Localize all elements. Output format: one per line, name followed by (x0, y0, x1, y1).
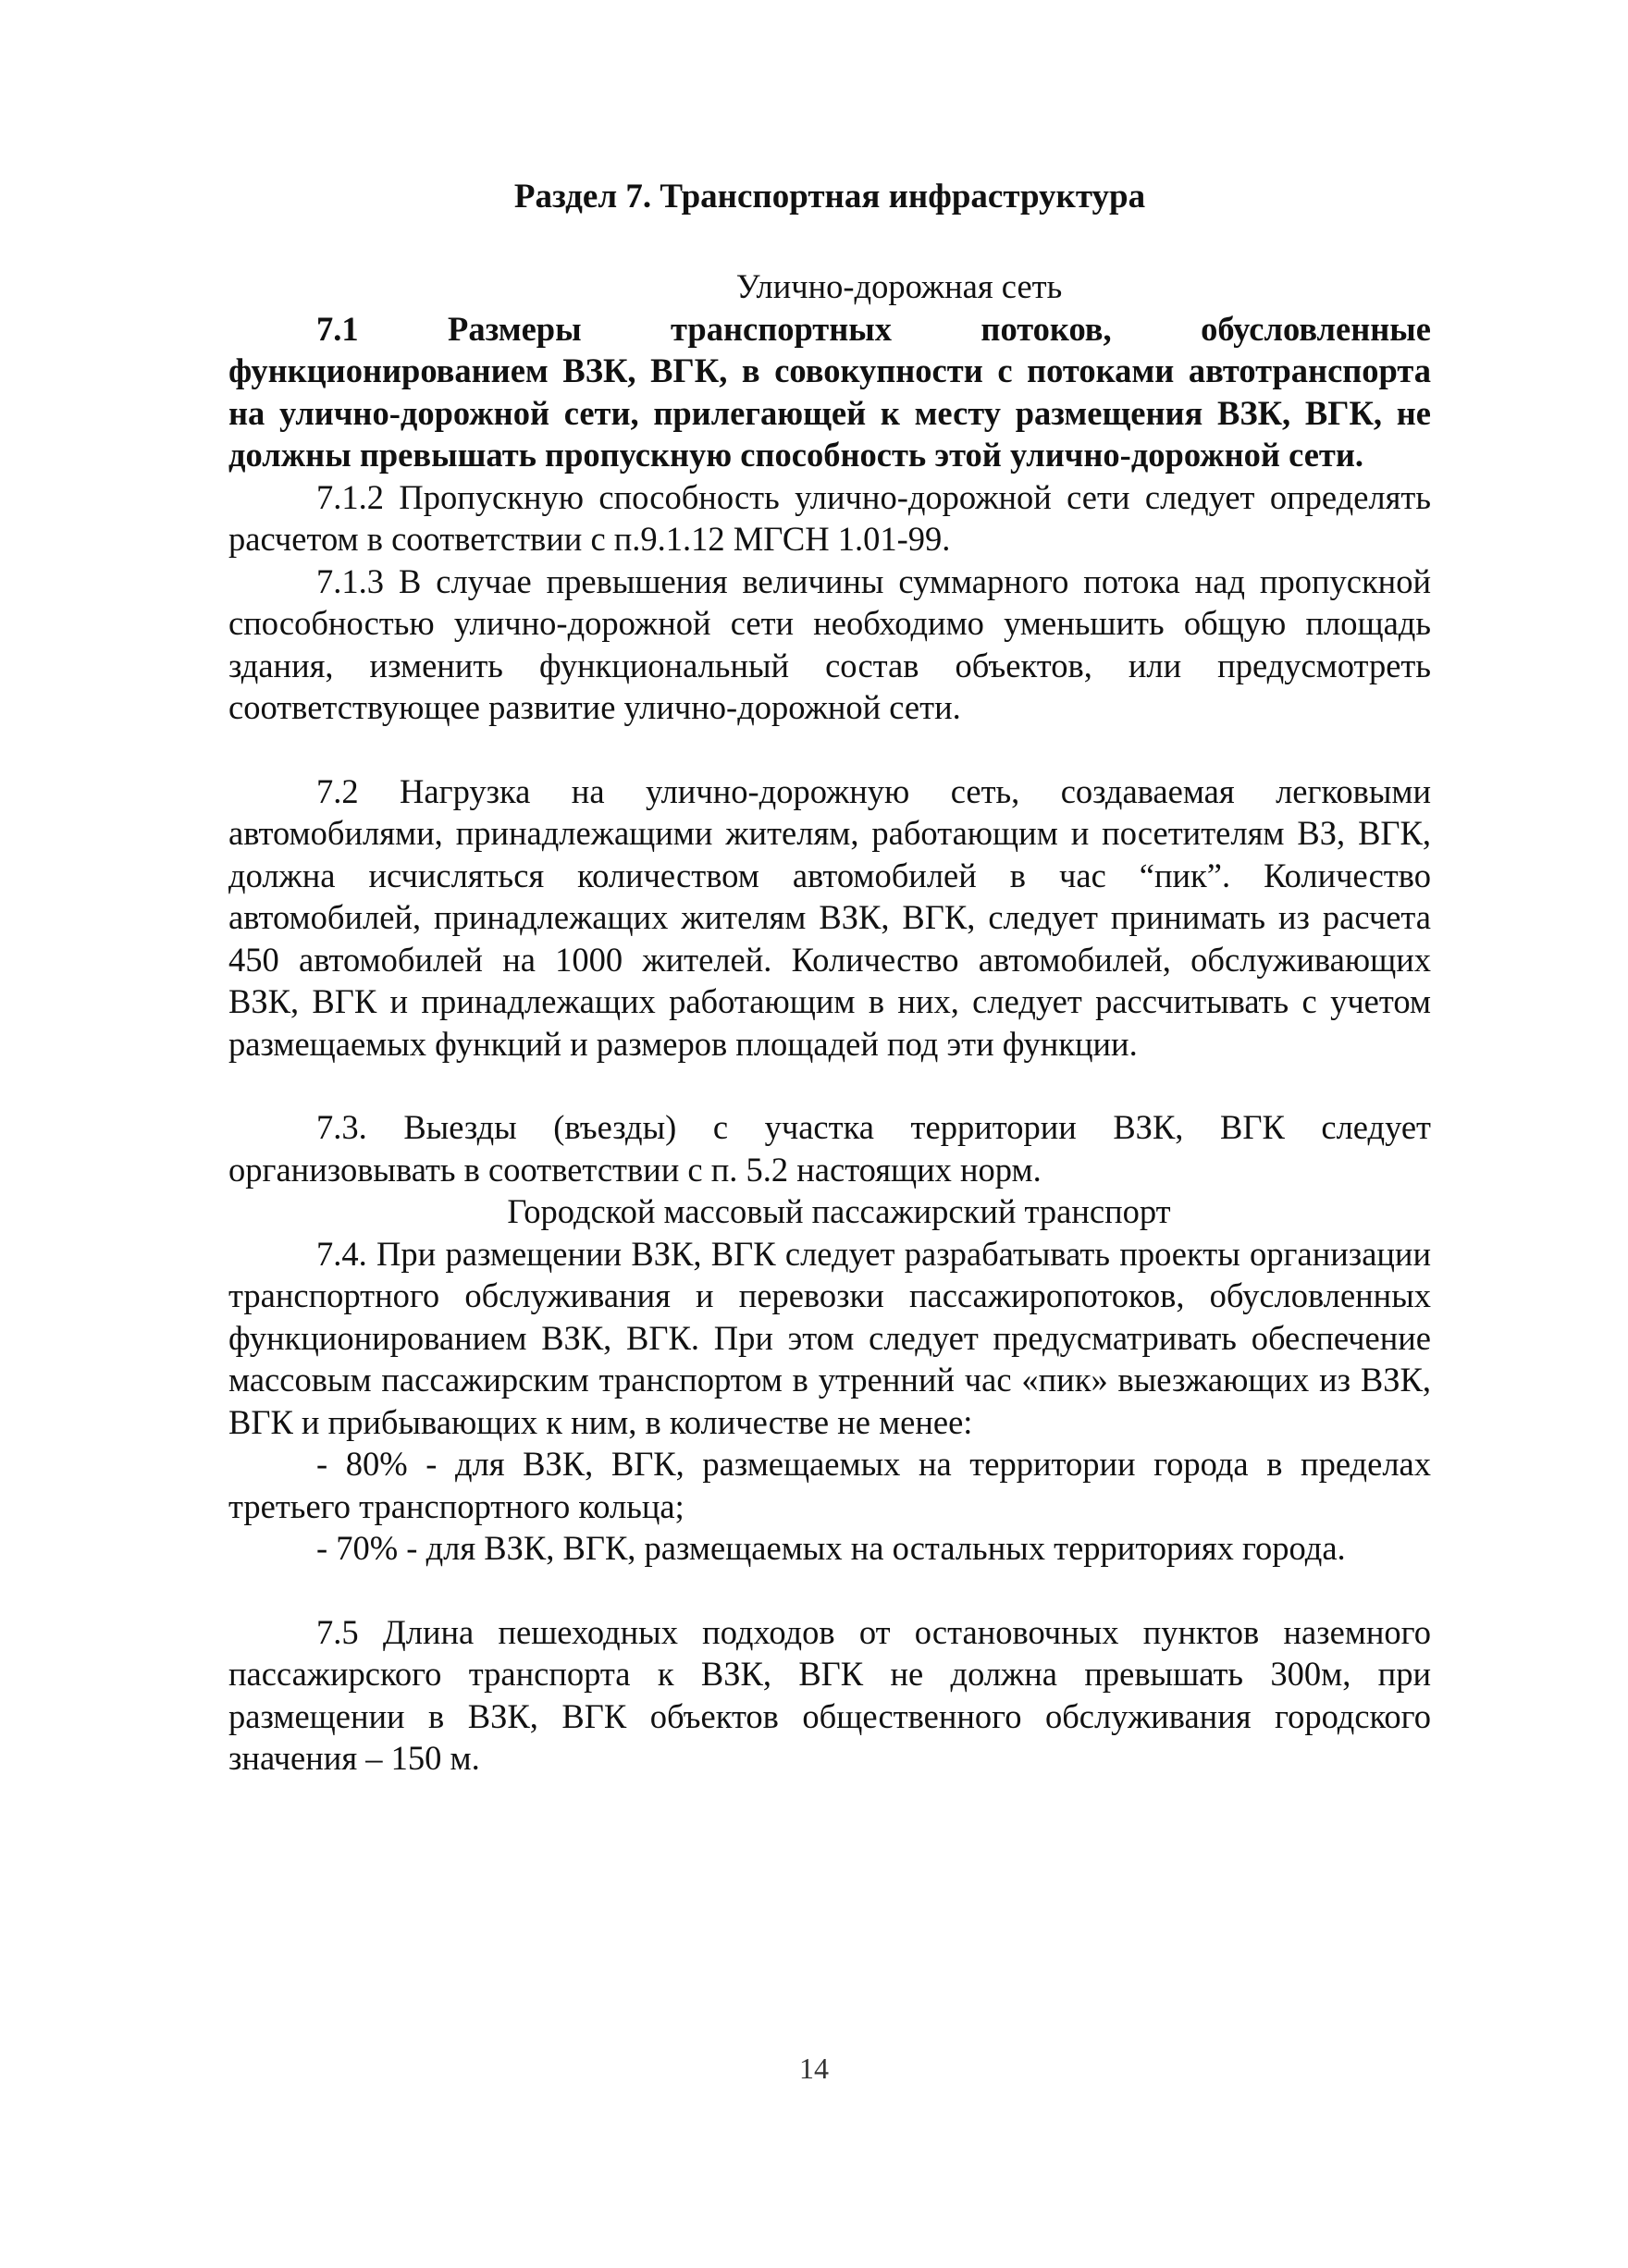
list-item-70-percent: - 70% - для ВЗК, ВГК, размещаемых на остальных территориях города. (316, 1529, 1346, 1567)
paragraph-7-1-2: 7.1.2 Пропускную способность улично-дорожной сети следует определять расчетом в соответствии с п.9.1.12 МГСН 1.01-99. (228, 477, 1431, 558)
paragraph-7-3: 7.3. Выезды (въезды) с участка территории ВЗК, ВГК следует организовывать в соответствии с п. 5.2 настоящих норм. (228, 1108, 1431, 1189)
page-number: 14 (799, 2052, 829, 2085)
page-content (228, 176, 1431, 1780)
paragraph-7-1-3: 7.1.3 В случае превышения величины суммарного потока над пропускной способностью улично-дорожной сети необходимо уменьшить общую площадь здания, изменить функциональный состав объектов, или предусмотреть соответствующее развитие улично-дорожной сети. (228, 561, 1431, 726)
paragraph-7-4: 7.4. При размещении ВЗК, ВГК следует разрабатывать проекты организации транспортного обслуживания и перевозки пассажиропотоков, обусловленных функционированием ВЗК, ВГК. При этом следует предусматривать обеспечение массовым пассажирским транспортом в утренний час «пик» выезжающих из ВЗК, ВГК и прибывающих к ним, в количестве не менее: (228, 1234, 1431, 1441)
subheading-road-network: Улично-дорожная сеть (735, 267, 1063, 305)
paragraph-7-2: 7.2 Нагрузка на улично-дорожную сеть, создаваемая легковыми автомобилями, принадлежащими жителям, работающим и посетителям ВЗ, ВГК, должна исчисляться количеством автомобилей в час “пик”. Количество автомобилей, принадлежащих жителям ВЗК, ВГК, следует принимать из расчета 450 автомобилей на 1000 жителей. Количество автомобилей, обслуживающих ВЗК, ВГК и принадлежащих работающим в них, следует рассчитывать с учетом размещаемых функций и размеров площадей под эти функции. (228, 771, 1431, 1063)
paragraph-7-1: 7.1 Размеры транспортных потоков, обусловленные функционированием ВЗК, ВГК, в совокупности с потоками автотранспорта на улично-дорожной сети, прилегающей к месту размещения ВЗК, ВГК, не должны превышать пропускную способность этой улично-дорожной сети. (228, 309, 1431, 474)
list-item-80-percent: - 80% - для ВЗК, ВГК, размещаемых на территории города в пределах третьего транспортного кольца; (228, 1445, 1431, 1525)
section-title: Раздел 7. Транспортная инфраструктура (513, 178, 1146, 216)
paragraph-7-5: 7.5 Длина пешеходных подходов от остановочных пунктов наземного пассажирского транспорта к ВЗК, ВГК не должна превышать 300м, при размещении в ВЗК, ВГК объектов общественного обслуживания городского значения – 150 м. (228, 1612, 1431, 1777)
subheading-public-transport: Городской массовый пассажирский транспорт (507, 1192, 1171, 1230)
